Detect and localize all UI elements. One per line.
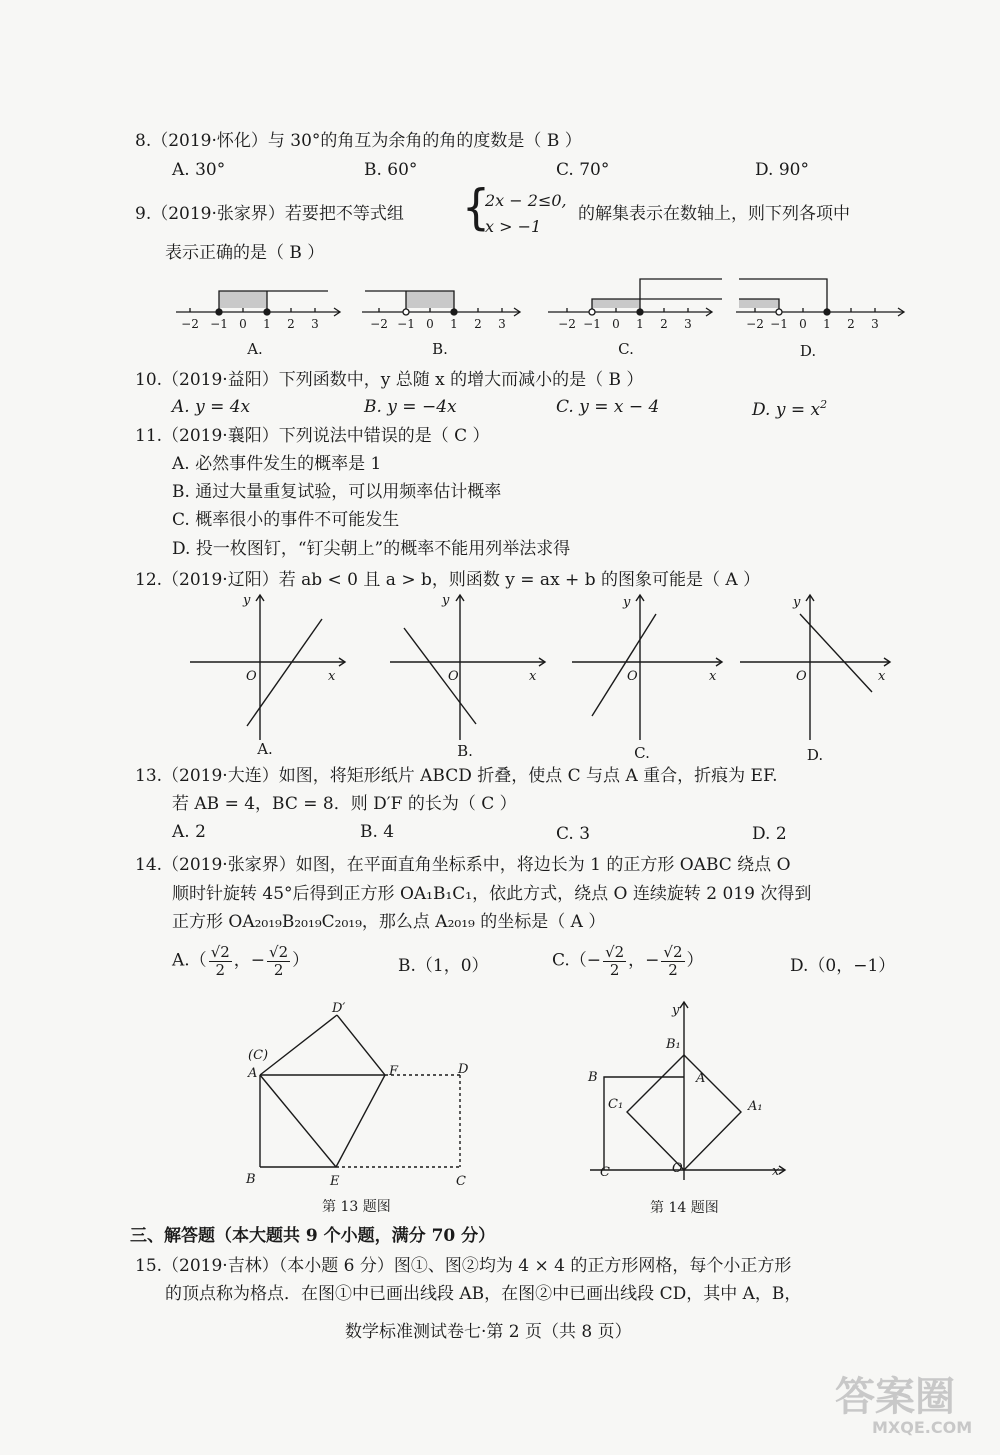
- q10-option-b: B. y = −4x: [364, 397, 457, 417]
- svg-text:2: 2: [287, 317, 295, 331]
- svg-text:A.: A.: [247, 340, 263, 358]
- svg-text:1: 1: [450, 317, 458, 331]
- svg-text:y: y: [623, 595, 631, 610]
- svg-text:−1: −1: [397, 317, 415, 331]
- svg-text:−2: −2: [558, 317, 576, 331]
- q8-stem: 8.（2019·怀化）与 30°的角互为余角的角的度数是（ B ）: [135, 131, 582, 151]
- q13-option-a: A. 2: [172, 822, 206, 842]
- svg-text:B.: B.: [457, 742, 473, 760]
- svg-text:y: y: [793, 595, 801, 610]
- svg-text:C.: C.: [618, 340, 634, 358]
- label-y: y: [672, 1003, 680, 1018]
- q9-stem-pre: 9.（2019·张家界）若要把不等式组: [135, 204, 404, 224]
- q11-stem: 11.（2019·襄阳）下列说法中错误的是（ C ）: [135, 426, 490, 446]
- svg-text:0: 0: [799, 317, 807, 331]
- svg-text:−1: −1: [770, 317, 788, 331]
- graph-d: [740, 595, 890, 740]
- q8-option-c: C. 70°: [556, 160, 610, 180]
- q9-stem-line2: 表示正确的是（ B ）: [165, 243, 325, 263]
- svg-text:−2: −2: [181, 317, 199, 331]
- numberline-b: [362, 291, 520, 316]
- q13-option-d: D. 2: [752, 824, 787, 844]
- graph-b: [390, 595, 545, 740]
- q15-line2: 的顶点称为格点．在图①中已画出线段 AB，在图②中已画出线段 CD，其中 A，B，: [165, 1284, 802, 1304]
- q13-option-b: B. 4: [360, 822, 395, 842]
- svg-text:C.: C.: [634, 744, 650, 762]
- section-three-title: 三、解答题（本大题共 9 个小题，满分 70 分）: [130, 1226, 496, 1246]
- q11-option-d: D. 投一枚图钉，“钉尖朝上”的概率不能用列举法求得: [172, 539, 571, 559]
- watermark-logo: 答案圈: [835, 1374, 955, 1420]
- svg-text:O: O: [448, 669, 459, 684]
- svg-text:D.: D.: [799, 342, 817, 360]
- svg-text:0: 0: [426, 317, 434, 331]
- q13-option-c: C. 3: [556, 824, 591, 844]
- q8-option-a: A. 30°: [172, 160, 226, 180]
- label-a1: A₁: [748, 1099, 763, 1114]
- q14-option-b: B.（1，0）: [398, 956, 489, 976]
- svg-text:O: O: [246, 669, 257, 684]
- label-d-prime: D′: [332, 1001, 346, 1016]
- q15-line1: 15.（2019·吉林）（本小题 6 分）图①、图②均为 4 × 4 的正方形网格，每个小正方形: [135, 1256, 792, 1276]
- svg-text:x: x: [878, 669, 886, 684]
- q9-inequality-1: 2x − 2≤0,: [485, 191, 567, 210]
- label-a: A: [696, 1071, 706, 1086]
- label-c-paren: (C): [248, 1048, 269, 1063]
- numberline-a: [176, 291, 340, 316]
- label-c1: C₁: [608, 1097, 624, 1112]
- graph-a: [190, 595, 345, 740]
- svg-text:2: 2: [660, 317, 668, 331]
- svg-text:y: y: [243, 593, 251, 608]
- svg-text:−2: −2: [370, 317, 388, 331]
- svg-text:O: O: [627, 669, 638, 684]
- brace-symbol: {: [462, 179, 490, 236]
- graph-axis-labels: [242, 593, 886, 684]
- q14-option-c: C.（− $\frac{√2}{2}$ ，− $\frac{√2}{2}$ ）: [552, 943, 704, 979]
- figure-14-caption: 第 14 题图: [650, 1200, 719, 1216]
- svg-text:0: 0: [612, 317, 620, 331]
- svg-text:2: 2: [847, 317, 855, 331]
- svg-text:1: 1: [823, 317, 831, 331]
- label-f: F: [389, 1064, 399, 1079]
- q14-stem-line2: 顺时针旋转 45°后得到正方形 OA₁B₁C₁，依此方式，绕点 O 连续旋转 2 019 次得到: [172, 884, 812, 904]
- numberline-d: [736, 279, 904, 316]
- label-c: C: [600, 1165, 610, 1180]
- graph-c: [572, 595, 722, 740]
- q11-option-b: B. 通过大量重复试验，可以用频率估计概率: [172, 482, 502, 502]
- label-x: x: [772, 1164, 780, 1179]
- q8-option-b: B. 60°: [364, 160, 418, 180]
- q11-option-c: C. 概率很小的事件不可能发生: [172, 510, 400, 530]
- watermark-url: MXQE.COM: [872, 1418, 973, 1437]
- label-b: B: [588, 1070, 598, 1085]
- q9-inequality-2: x > −1: [485, 217, 542, 236]
- svg-text:3: 3: [311, 317, 319, 331]
- svg-text:3: 3: [871, 317, 879, 331]
- label-a: A: [248, 1066, 258, 1081]
- svg-text:1: 1: [263, 317, 271, 331]
- svg-text:−2: −2: [746, 317, 764, 331]
- label-d: D: [458, 1062, 469, 1077]
- q9-number-lines: [0, 270, 1000, 360]
- svg-text:−1: −1: [583, 317, 601, 331]
- q14-option-d: D.（0，−1）: [790, 956, 896, 976]
- svg-text:D.: D.: [806, 746, 824, 764]
- q11-option-a: A. 必然事件发生的概率是 1: [172, 454, 382, 474]
- svg-text:y: y: [442, 593, 450, 608]
- q9-stem-post: 的解集表示在数轴上，则下列各项中: [578, 204, 850, 224]
- svg-text:2: 2: [474, 317, 482, 331]
- svg-text:x: x: [709, 669, 717, 684]
- q12-stem: 12.（2019·辽阳）若 ab < 0 且 a > b，则函数 y = ax + b 的图象可能是（ A ）: [135, 570, 761, 590]
- label-c: C: [456, 1174, 466, 1189]
- svg-text:B.: B.: [432, 340, 448, 358]
- page-footer: 数学标准测试卷七·第 2 页（共 8 页）: [345, 1322, 632, 1342]
- label-e: E: [330, 1174, 340, 1189]
- svg-text:x: x: [328, 669, 336, 684]
- svg-text:x: x: [529, 669, 537, 684]
- q14-stem-line3: 正方形 OA₂₀₁₉B₂₀₁₉C₂₀₁₉，那么点 A₂₀₁₉ 的坐标是（ A ）: [172, 912, 606, 932]
- q14-stem-line1: 14.（2019·张家界）如图，在平面直角坐标系中，将边长为 1 的正方形 OABC 绕点 O: [135, 855, 791, 875]
- q10-option-d: D. $y = x^2$: [752, 398, 828, 420]
- figure-14: [580, 1000, 800, 1215]
- svg-text:3: 3: [684, 317, 692, 331]
- label-b: B: [246, 1172, 256, 1187]
- figure-13: [240, 1001, 480, 1215]
- graph-option-labels: [256, 740, 823, 764]
- numberline-c: [548, 279, 722, 316]
- label-b1: B₁: [666, 1037, 681, 1052]
- figure-13-caption: 第 13 题图: [322, 1199, 391, 1215]
- q13-stem-line2: 若 AB = 4，BC = 8．则 D′F 的长为（ C ）: [172, 794, 517, 814]
- numberline-tick-labels: [181, 317, 879, 331]
- label-o: O: [672, 1161, 683, 1176]
- svg-text:0: 0: [239, 317, 247, 331]
- q12-graphs: [0, 592, 1000, 767]
- q14-option-a: A.（ $\frac{√2}{2}$ ，− $\frac{√2}{2}$ ）: [172, 943, 310, 979]
- svg-text:A.: A.: [257, 740, 273, 758]
- numberline-option-labels: [246, 340, 816, 360]
- q10-option-c: C. y = x − 4: [556, 397, 660, 417]
- svg-text:O: O: [796, 669, 807, 684]
- svg-text:−1: −1: [210, 317, 228, 331]
- q8-option-d: D. 90°: [755, 160, 809, 180]
- q10-option-a: A. y = 4x: [172, 397, 251, 417]
- svg-text:3: 3: [498, 317, 506, 331]
- q10-stem: 10.（2019·益阳）下列函数中，y 总随 x 的增大而减小的是（ B ）: [135, 370, 644, 390]
- q13-stem-line1: 13.（2019·大连）如图，将矩形纸片 ABCD 折叠，使点 C 与点 A 重合，折痕为 EF.: [135, 766, 778, 786]
- svg-text:1: 1: [636, 317, 644, 331]
